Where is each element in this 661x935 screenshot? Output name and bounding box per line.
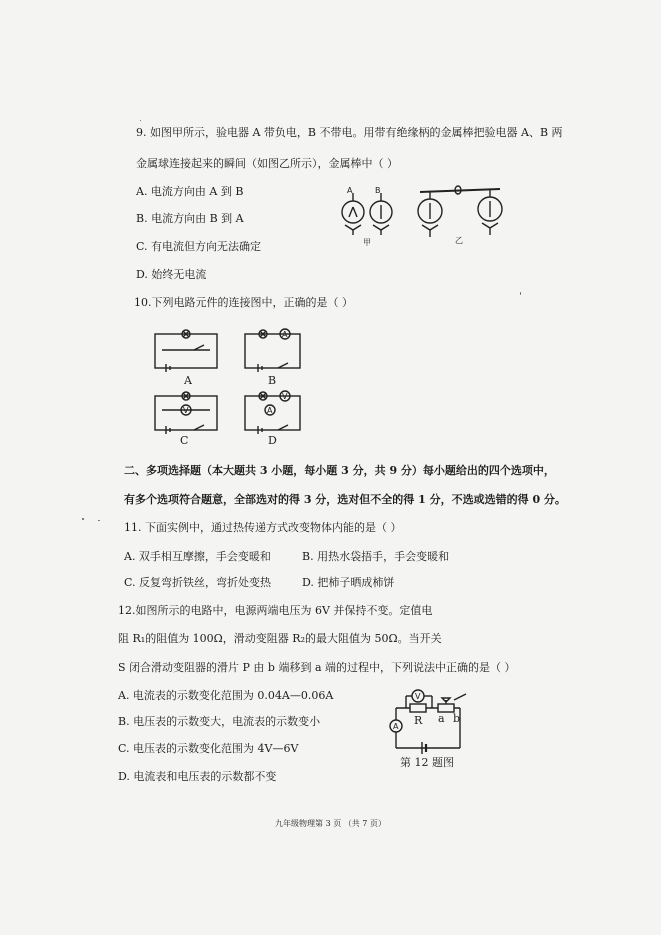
electroscope-b bbox=[370, 193, 392, 235]
circuit-a bbox=[155, 330, 217, 372]
circuit-label-c: C bbox=[180, 434, 189, 447]
q9-option-c: C. 有电流但方向无法确定 bbox=[136, 240, 262, 253]
circuit-c bbox=[155, 392, 217, 434]
q12-stem-line2: 阻 R₁的阻值为 100Ω，滑动变阻器 R₂的最大阻值为 50Ω。当开关 bbox=[118, 632, 442, 645]
q9-stem-line2: 金属球连接起来的瞬间（如图乙所示），金属棒中（ ） bbox=[136, 157, 398, 170]
q12-resistor-label: R bbox=[414, 714, 423, 727]
connected-electroscopes bbox=[418, 186, 502, 237]
q12-ammeter-symbol: A bbox=[393, 722, 399, 731]
figure-caption-yi: 乙 bbox=[455, 236, 463, 245]
page-footer: 九年级物理第 3 页 （共 7 页） bbox=[275, 819, 386, 828]
section2-heading-line1: 二、多项选择题（本大题共 3 小题，每小题 3 分，共 9 分）每小题给出的四个选项中， bbox=[124, 464, 555, 477]
q12-circuit-figure bbox=[386, 686, 486, 768]
q11-option-b: B. 用热水袋捂手，手会变暖和 bbox=[302, 550, 450, 563]
voltmeter-symbol-d: V bbox=[282, 392, 288, 401]
resistor-icon bbox=[410, 704, 426, 712]
q11-stem: 11. 下面实例中，通过热传递方式改变物体内能的是（ ） bbox=[124, 521, 402, 534]
q12-option-d: D. 电流表和电压表的示数都不变 bbox=[118, 770, 277, 783]
section2-heading-line2: 有多个选项符合题意，全部选对的得 3 分，选对但不全的得 1 分，不选或选错的得 0 分。 bbox=[124, 493, 566, 506]
figure-caption-jia: 甲 bbox=[363, 238, 371, 247]
q12-option-c: C. 电压表的示数变化范围为 4V—6V bbox=[118, 742, 299, 755]
scan-speck bbox=[520, 292, 521, 295]
electroscope-label-b: B bbox=[375, 186, 381, 195]
q10-stem: 10.下列电路元件的连接图中，正确的是（ ） bbox=[134, 296, 353, 309]
scan-speck bbox=[82, 518, 84, 520]
q12-stem-line1: 12.如图所示的电路中，电源两端电压为 6V 并保持不变。定值电 bbox=[118, 604, 433, 617]
q11-option-d: D. 把柿子晒成柿饼 bbox=[302, 576, 395, 589]
q11-option-c: C. 反复弯折铁丝，弯折处变热 bbox=[124, 576, 272, 589]
q12-stem-line3: S 闭合滑动变阻器的滑片 P 由 b 端移到 a 端的过程中，下列说法中正确的是（ ） bbox=[118, 661, 516, 674]
electroscope-label-a: A bbox=[347, 186, 353, 195]
circuit-b bbox=[245, 329, 300, 372]
circuit-label-b: B bbox=[268, 374, 277, 387]
q12-figure-caption: 第 12 题图 bbox=[400, 756, 454, 769]
circuit-label-a: A bbox=[184, 374, 192, 387]
circuit-d bbox=[245, 391, 300, 434]
ammeter-symbol-d: A bbox=[267, 406, 273, 415]
q9-electroscope-figure bbox=[335, 185, 515, 247]
rheostat-icon bbox=[438, 704, 454, 712]
q9-option-a: A. 电流方向由 A 到 B bbox=[136, 185, 244, 198]
ammeter-symbol-b: A bbox=[282, 330, 288, 339]
q9-stem-line1: 9. 如图甲所示，验电器 A 带负电，B 不带电。用带有绝缘柄的金属棒把验电器 A、B 两 bbox=[136, 126, 563, 139]
scan-speck bbox=[98, 520, 100, 521]
electroscope-a bbox=[342, 193, 364, 235]
q12-option-a: A. 电流表的示数变化范围为 0.04A—0.06A bbox=[118, 689, 334, 702]
q11-option-a: A. 双手相互摩擦，手会变暖和 bbox=[124, 550, 271, 563]
q12-option-b: B. 电压表的示数变大，电流表的示数变小 bbox=[118, 715, 321, 728]
q12-end-b: b bbox=[453, 712, 461, 725]
scan-speck bbox=[140, 120, 141, 121]
q9-option-b: B. 电流方向由 B 到 A bbox=[136, 212, 244, 225]
q12-voltmeter-symbol: V bbox=[415, 692, 421, 701]
voltmeter-symbol-c: V bbox=[183, 406, 189, 415]
circuit-label-d: D bbox=[268, 434, 277, 447]
q9-option-d: D. 始终无电流 bbox=[136, 268, 207, 281]
q10-circuit-figures bbox=[150, 326, 310, 447]
q12-end-a: a bbox=[438, 712, 445, 725]
